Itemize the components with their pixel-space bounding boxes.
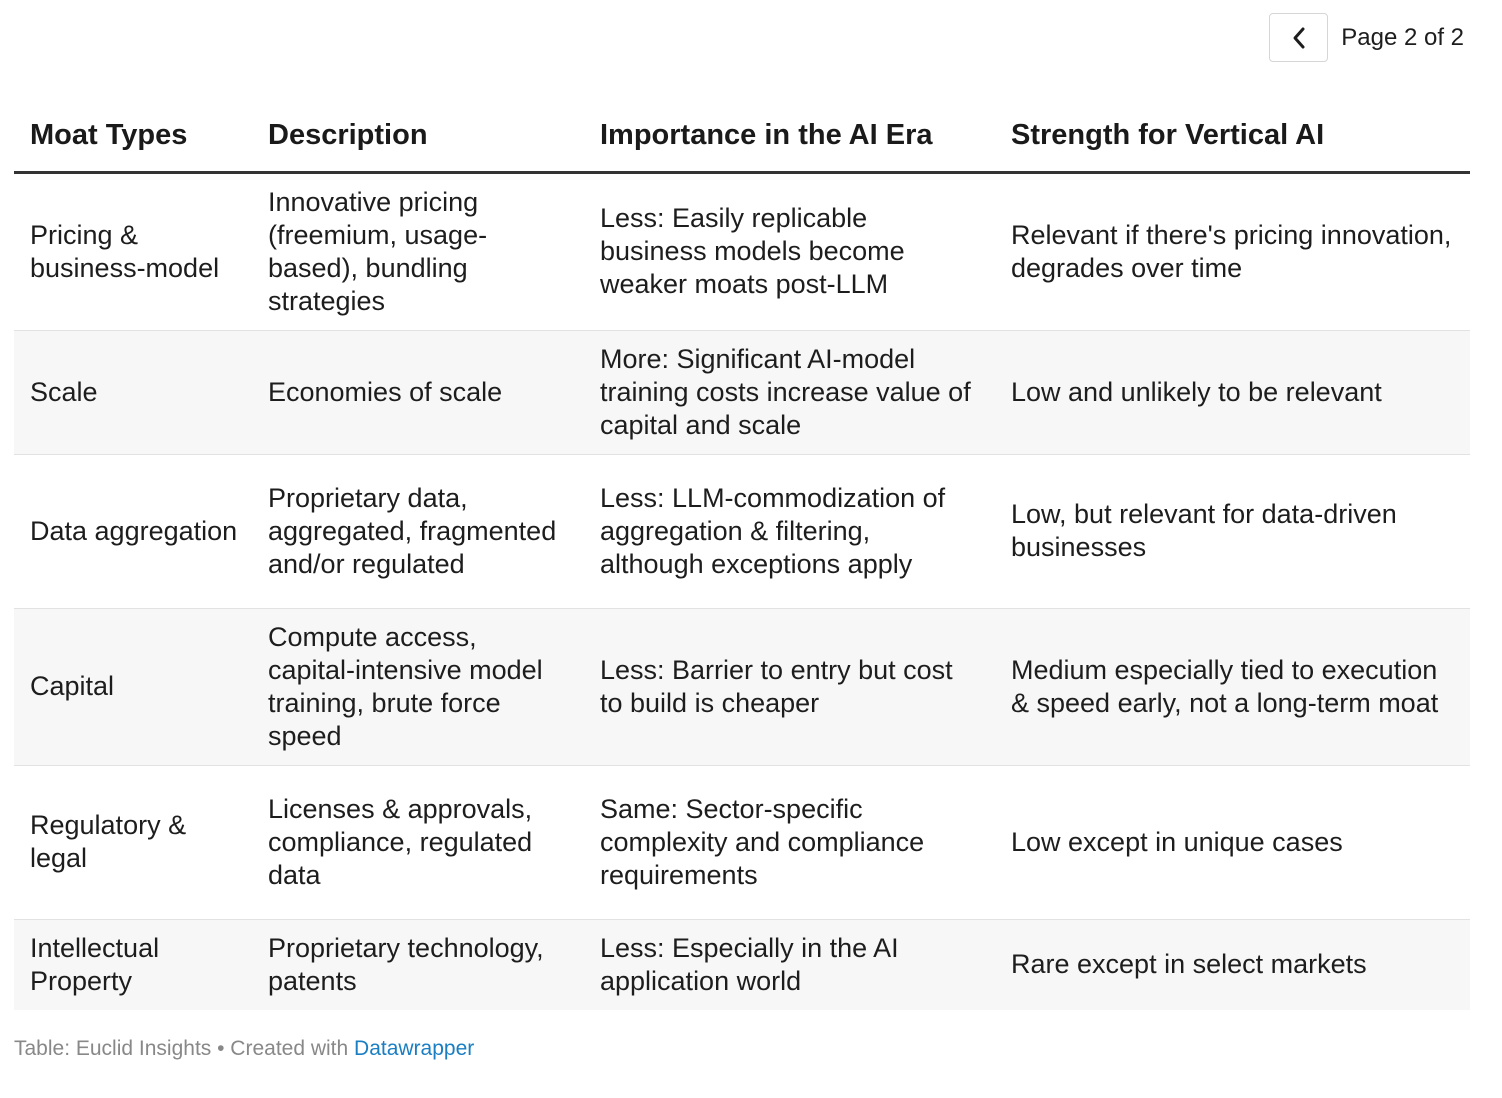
description-cell: Compute access, capital-intensive model training, brute force speed: [251, 608, 581, 765]
moat-type-cell: Regulatory & legal: [14, 765, 251, 919]
description-cell: Economies of scale: [251, 330, 581, 454]
table-footer: [14, 1037, 474, 1061]
moat-type-cell: Scale: [14, 330, 251, 454]
datawrapper-link[interactable]: Datawrapper: [354, 1037, 475, 1060]
column-header-description[interactable]: Description: [251, 100, 581, 172]
table-row: [14, 608, 1470, 765]
moat-type-cell: Intellectual Property: [14, 919, 251, 1010]
table-row: [14, 919, 1470, 1010]
moat-type-cell: Capital: [14, 608, 251, 765]
description-cell: Proprietary data, aggregated, fragmented and/or regulated: [251, 454, 581, 608]
strength-cell: Low, but relevant for data-driven businesses: [992, 454, 1470, 608]
previous-page-button[interactable]: [1269, 13, 1328, 62]
table-row: [14, 765, 1470, 919]
table-row: [14, 172, 1470, 330]
page-indicator: Page 2 of 2: [1341, 23, 1464, 51]
strength-cell: Low and unlikely to be relevant: [992, 330, 1470, 454]
moat-table-container: [14, 100, 1470, 1010]
strength-cell: Medium especially tied to execution & speed early, not a long-term moat: [992, 608, 1470, 765]
strength-cell: Low except in unique cases: [992, 765, 1470, 919]
column-header-moat-types[interactable]: Moat Types: [14, 100, 251, 172]
source-credit: Table: Euclid Insights • Created with: [14, 1037, 355, 1060]
moat-table: [14, 100, 1470, 1010]
strength-cell: Relevant if there's pricing innovation, degrades over time: [992, 172, 1470, 330]
pagination: [1269, 13, 1464, 62]
moat-type-cell: Pricing & business-model: [14, 172, 251, 330]
importance-cell: More: Significant AI-model training costs increase value of capital and scale: [581, 330, 992, 454]
description-cell: Licenses & approvals, compliance, regulated data: [251, 765, 581, 919]
importance-cell: Less: LLM-commodization of aggregation & filtering, although exceptions apply: [581, 454, 992, 608]
importance-cell: Same: Sector-specific complexity and compliance requirements: [581, 765, 992, 919]
table-header-row: [14, 100, 1470, 172]
column-header-strength[interactable]: Strength for Vertical AI: [992, 100, 1470, 172]
moat-type-cell: Data aggregation: [14, 454, 251, 608]
strength-cell: Rare except in select markets: [992, 919, 1470, 1010]
column-header-importance[interactable]: Importance in the AI Era: [581, 100, 992, 172]
importance-cell: Less: Easily replicable business models become weaker moats post-LLM: [581, 172, 992, 330]
description-cell: Proprietary technology, patents: [251, 919, 581, 1010]
description-cell: Innovative pricing (freemium, usage-based), bundling strategies: [251, 172, 581, 330]
importance-cell: Less: Especially in the AI application world: [581, 919, 992, 1010]
chevron-left-icon: [1291, 26, 1307, 50]
importance-cell: Less: Barrier to entry but cost to build is cheaper: [581, 608, 992, 765]
table-row: [14, 330, 1470, 454]
table-row: [14, 454, 1470, 608]
